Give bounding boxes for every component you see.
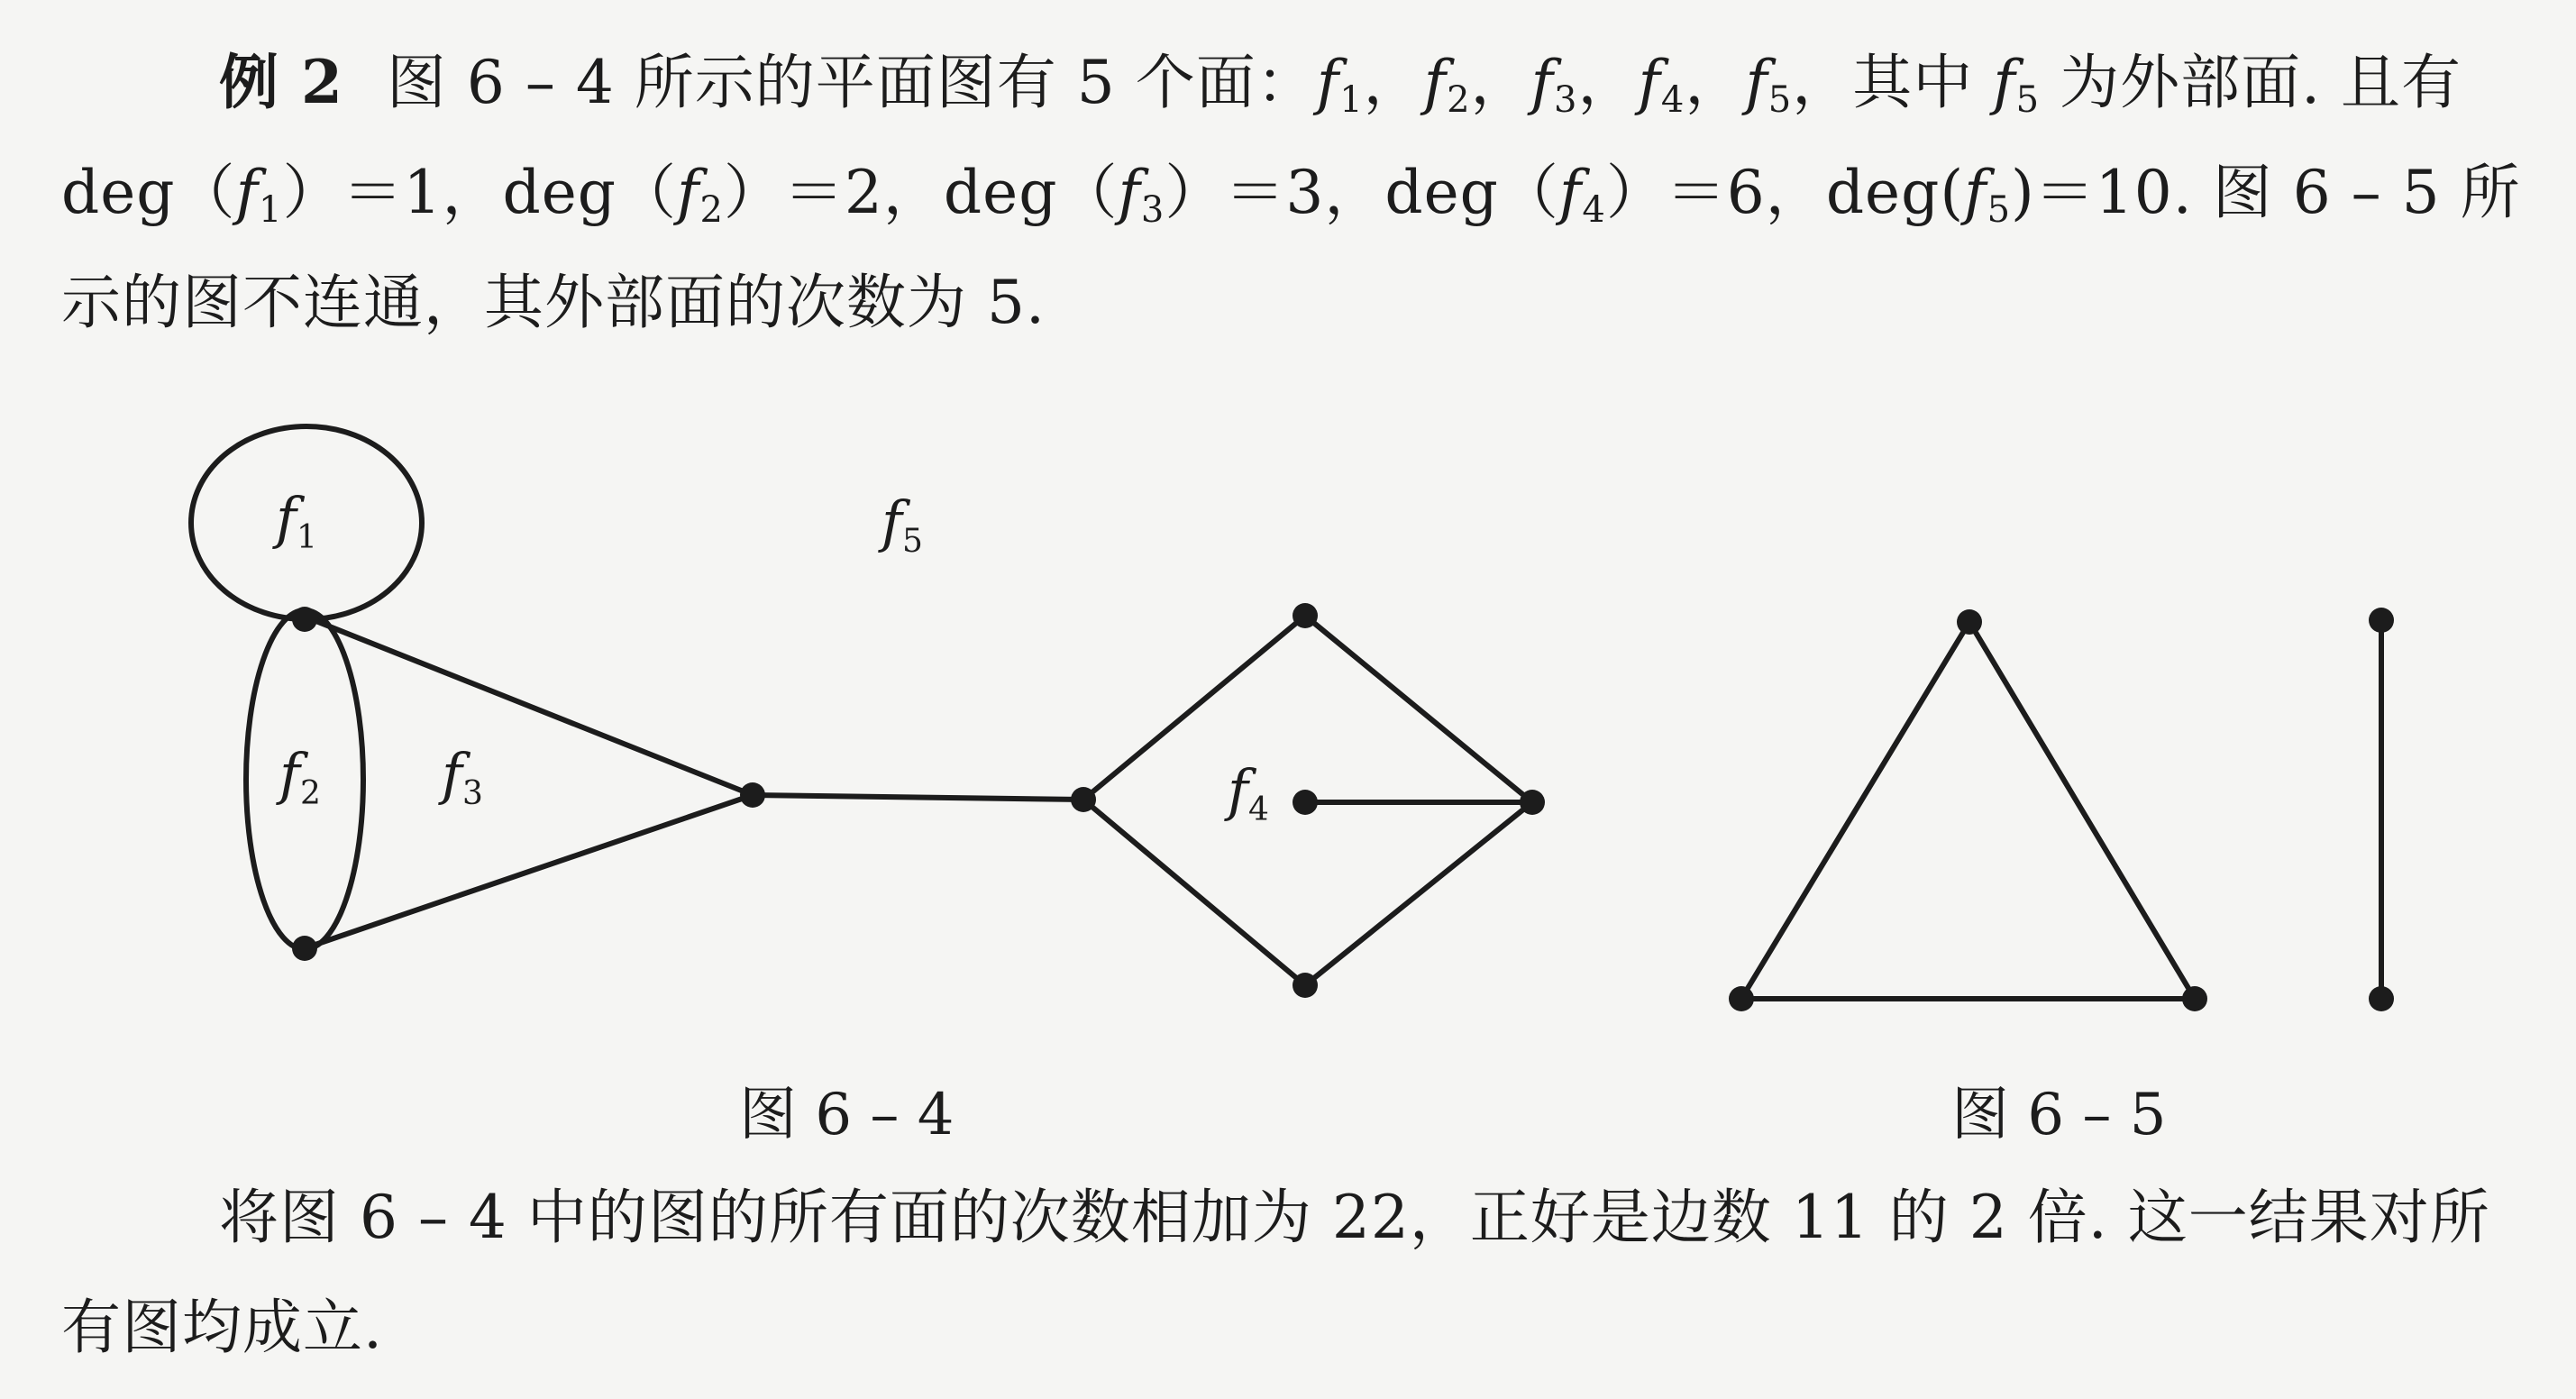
vertex [1293, 790, 1318, 815]
edge-diamond-ul [1083, 616, 1305, 800]
vertex [1293, 603, 1318, 628]
degree-face-sub: 1 [259, 189, 283, 231]
face-label-f5: f5 [882, 489, 923, 560]
face-list-item: f [1745, 48, 1768, 117]
outer-face-name: f [1993, 48, 2016, 117]
vertex [1071, 787, 1096, 812]
face-label-f1: f1 [276, 485, 317, 556]
degree-face: f [1118, 158, 1141, 227]
vertex [1293, 973, 1318, 998]
vertex [1520, 790, 1545, 815]
conclusion-paragraph: 将图 6 – 4 中的图的所有面的次数相加为 22，正好是边数 11 的 2 倍. 这一结果对所有图均成立. [61, 1183, 2490, 1362]
example-sentence-2: 为外部面. 且有 [2040, 48, 2462, 117]
edge-diamond-ll [1083, 800, 1305, 985]
degree-prefix: deg（ [502, 158, 678, 227]
degree-face: f [1558, 158, 1583, 227]
figure-6-5-vertices [1729, 608, 2394, 1011]
edge-bridge [753, 795, 1083, 800]
face-list-sub: 3 [1553, 79, 1578, 121]
face-list-item: f [1638, 48, 1661, 117]
face-list-sub: 5 [1768, 79, 1793, 121]
degree-value: ）＝3， [1165, 158, 1385, 227]
degree-face-sub: 2 [699, 189, 724, 231]
degree-value: )＝10. [2011, 158, 2193, 227]
degree-face: f [235, 158, 259, 227]
edge-top-triangle [305, 617, 753, 795]
face-label-f3: f3 [442, 741, 483, 812]
vertex [740, 782, 765, 808]
degree-face: f [1964, 158, 1987, 227]
vertex [292, 936, 317, 961]
caption-figure-6-4: 图 6 – 4 [739, 1082, 955, 1148]
edge-bottom-triangle [305, 795, 753, 948]
vertex [2369, 986, 2394, 1011]
vertex [2182, 986, 2207, 1011]
degree-prefix: deg（ [1384, 158, 1559, 227]
faces-list-end: ，其中 [1792, 48, 1994, 117]
degree-value: ）＝1， [282, 158, 503, 227]
edge-diamond-lr [1305, 802, 1532, 985]
face-list-separator: ， [1577, 48, 1639, 117]
vertex [1729, 986, 1754, 1011]
edge-diamond-ur [1305, 616, 1532, 802]
face-list-sub: 1 [1339, 79, 1364, 121]
degree-face-sub: 5 [1987, 189, 2012, 231]
face-list-item: f [1316, 48, 1340, 117]
face-label-f4: f4 [1228, 757, 1269, 828]
figure-6-4-graph [191, 426, 1532, 985]
degree-prefix: deg（ [61, 158, 236, 227]
face-list-item: f [1530, 48, 1554, 117]
degree-value: ）＝6， [1605, 158, 1826, 227]
face-list-separator: ， [1470, 48, 1531, 117]
triangle-component [1741, 622, 2195, 999]
face-list-separator: ， [1363, 48, 1424, 117]
vertex [1957, 609, 1982, 635]
face-list-item: f [1423, 48, 1448, 117]
degree-face: f [677, 158, 700, 227]
face-list-sub: 2 [1447, 79, 1471, 121]
degree-prefix: deg（ [943, 158, 1119, 227]
degree-face-sub: 3 [1140, 189, 1165, 231]
vertex [2369, 608, 2394, 633]
degree-value: ）＝2， [723, 158, 944, 227]
figure-6-5-graph [1741, 620, 2381, 999]
example-label: 例 2 [219, 47, 343, 117]
face-list-separator: ， [1685, 48, 1746, 117]
example-sentence-1: 图 6 – 4 所示的平面图有 5 个面： [386, 48, 1317, 117]
caption-figure-6-5: 图 6 – 5 [1951, 1082, 2167, 1148]
degree-prefix: deg( [1825, 158, 1965, 227]
example-sentence-3: 图 6 – 5 所示的图不连通，其外部面的次数为 5. [61, 158, 2521, 337]
face-list-sub: 4 [1660, 79, 1685, 121]
outer-face-sub: 5 [2015, 79, 2041, 121]
vertex [292, 607, 317, 632]
face-label-f2: f2 [279, 741, 321, 812]
degree-face-sub: 4 [1582, 189, 1606, 231]
